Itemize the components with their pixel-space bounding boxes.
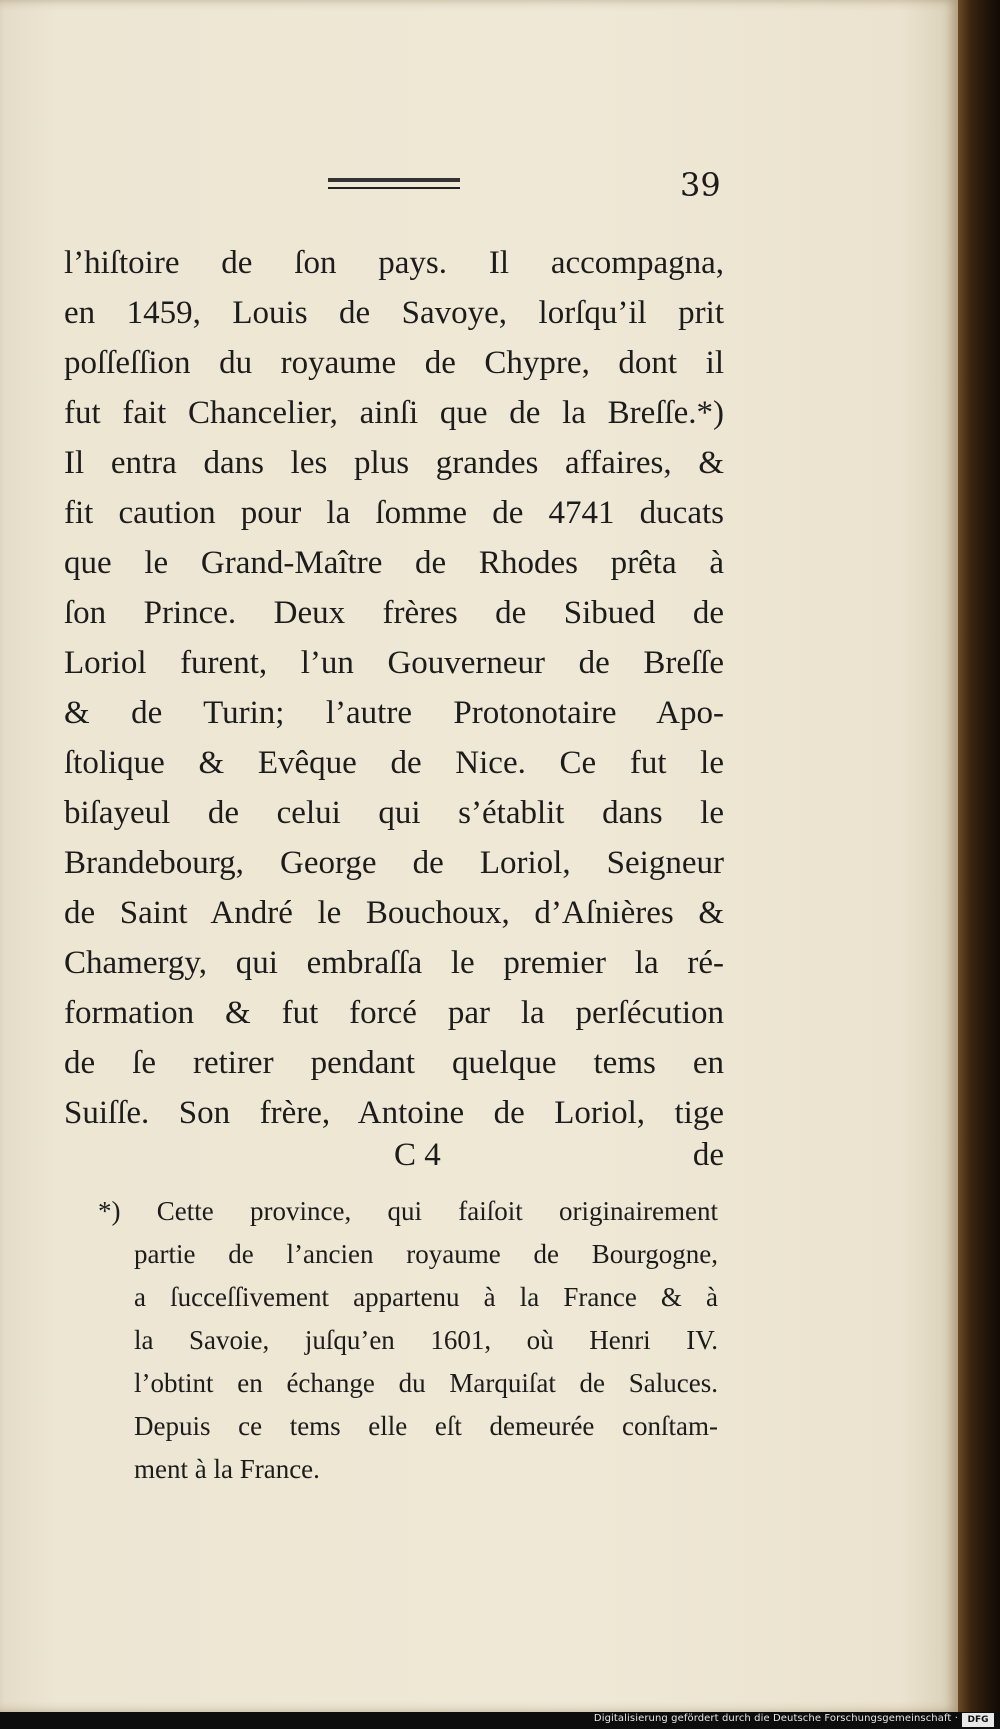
footnote-line: *) Cette province, qui faiſoit originairement: [98, 1196, 718, 1226]
dfg-logo: DFG: [962, 1713, 994, 1727]
signature-mark: C 4: [394, 1137, 441, 1173]
page-number: 39: [680, 166, 721, 204]
body-line: formation & fut forcé par la perſécution: [64, 995, 724, 1031]
body-line: ſtolique & Evêque de Nice. Ce fut le: [64, 745, 724, 781]
body-line: fit caution pour la ſomme de 4741 ducats: [64, 495, 724, 531]
body-line: & de Turin; l’autre Protonotaire Apo-: [64, 695, 724, 731]
footnote-line: partie de l’ancien royaume de Bourgogne,: [134, 1239, 718, 1269]
footnote-line: la Savoie, juſqu’en 1601, où Henri IV.: [134, 1325, 718, 1355]
footer-credit: Digitalisierung gefördert durch die Deutsche Forschungsgemeinschaft ·: [593, 1713, 958, 1724]
body-line: que le Grand-Maître de Rhodes prêta à: [64, 545, 724, 581]
body-line: poſſeſſion du royaume de Chypre, dont il: [64, 345, 724, 381]
body-line: Suiſſe. Son frère, Antoine de Loriol, tige: [64, 1095, 724, 1131]
body-line: Chamergy, qui embraſſa le premier la ré-: [64, 945, 724, 981]
footnote-line: ment à la France.: [134, 1454, 320, 1484]
footnote: [98, 1190, 718, 1491]
body-line: Brandebourg, George de Loriol, Seigneur: [64, 845, 724, 881]
book-edge: [958, 0, 1000, 1712]
body-line: de ſe retirer pendant quelque tems en: [64, 1045, 724, 1081]
body-line: en 1459, Louis de Savoye, lorſqu’il prit: [64, 295, 724, 331]
body-line: biſayeul de celui qui s’établit dans le: [64, 795, 724, 831]
header-rule: [328, 178, 460, 182]
footnote-line: Depuis ce tems elle eſt demeurée conſtam-: [134, 1411, 718, 1441]
body-line: Loriol furent, l’un Gouverneur de Breſſe: [64, 645, 724, 681]
body-line: ſon Prince. Deux frères de Sibued de: [64, 595, 724, 631]
header-rule-thin: [328, 187, 460, 189]
body-line: de Saint André le Bouchoux, d’Aſnières &: [64, 895, 724, 931]
body-line: fut fait Chancelier, ainſi que de la Breſſe.*): [64, 395, 724, 431]
signature-line: [64, 1130, 724, 1180]
body-text: [64, 238, 724, 1138]
body-line: l’hiſtoire de ſon pays. Il accompagna,: [64, 245, 724, 281]
footnote-line: a ſucceſſivement appartenu à la France & à: [134, 1282, 718, 1312]
body-line: Il entra dans les plus grandes affaires, &: [64, 445, 724, 481]
catchword: de: [692, 1137, 724, 1173]
footnote-line: l’obtint en échange du Marquiſat de Saluces.: [134, 1368, 718, 1398]
